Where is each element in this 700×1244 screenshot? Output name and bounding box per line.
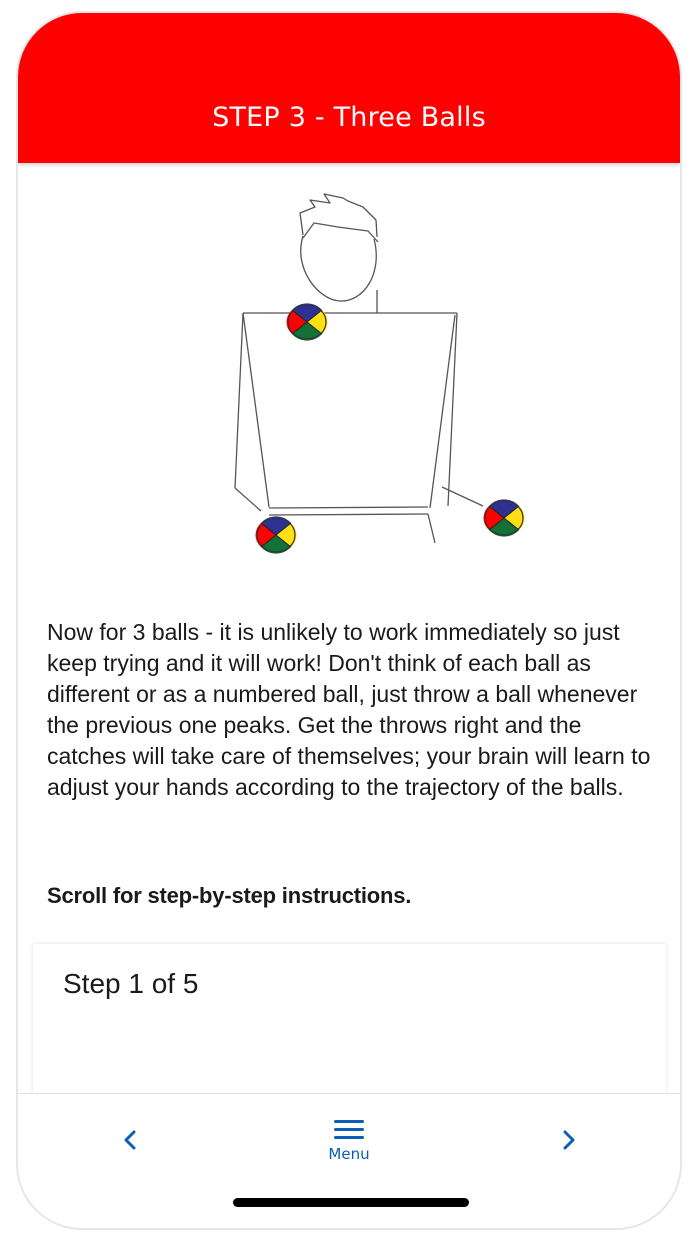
chevron-right-icon (559, 1128, 579, 1152)
page-title: STEP 3 - Three Balls (212, 102, 486, 133)
previous-button[interactable] (110, 1120, 150, 1160)
step-card[interactable] (33, 944, 666, 1114)
instruction-paragraph: Now for 3 balls - it is unlikely to work immediately so just keep trying and it will work! Don't think of each ball as different or as a numbered ball, just throw a ball whenever the previous one peaks. Get the throws right and the catches will take care of themselves; your brain will learn to adjust your hands according to the trajectory of the balls. (47, 619, 651, 800)
next-button[interactable] (549, 1120, 589, 1160)
menu-label: Menu (328, 1145, 370, 1163)
hamburger-icon (332, 1117, 366, 1141)
bottom-nav (18, 1093, 680, 1228)
menu-button[interactable] (299, 1110, 399, 1170)
phone-screen (18, 13, 680, 1228)
scroll-hint: Scroll for step-by-step instructions. (47, 883, 412, 908)
step-counter: Step 1 of 5 (63, 968, 199, 999)
app-header (18, 13, 680, 163)
home-indicator[interactable] (233, 1198, 469, 1207)
chevron-left-icon (120, 1128, 140, 1152)
juggling-illustration (18, 163, 680, 603)
